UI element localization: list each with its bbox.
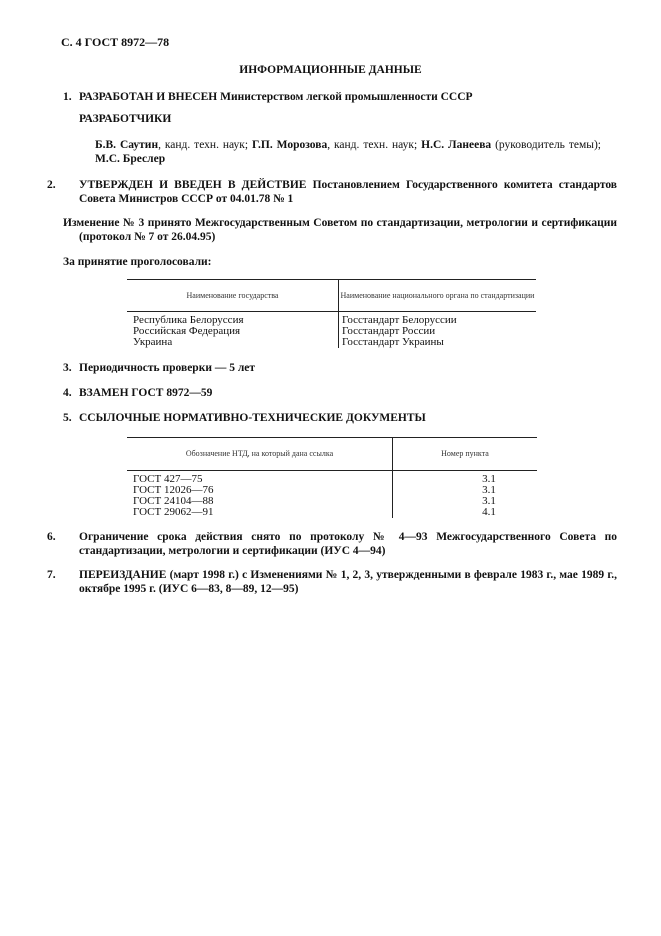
page-title: ИНФОРМАЦИОННЫЕ ДАННЫЕ <box>239 64 422 76</box>
state-cell: Российская Федерация <box>127 326 339 337</box>
item-6 <box>47 530 617 558</box>
table-row <box>127 507 537 518</box>
body-cell: Госстандарт Белоруссии <box>342 314 457 326</box>
references-table-header-clause: Номер пункта <box>393 438 538 471</box>
item-6-number: 6. <box>47 531 56 543</box>
item-3-number: 3. <box>63 362 72 374</box>
developer-name: М.С. Бреслер <box>95 153 166 165</box>
item-1-number: 1. <box>63 91 72 103</box>
doc-cell: ГОСТ 24104—88 <box>127 496 393 507</box>
item-2-text: Постановлением Государственного комитета стандартов Совета Министров СССР от 04.01.78 № 1 <box>79 179 617 205</box>
doc-cell: ГОСТ 29062—91 <box>127 507 393 518</box>
state-cell: Украина <box>127 337 339 348</box>
developer-role: (руководитель темы); <box>491 139 602 151</box>
clause-cell: 3.1 <box>482 473 496 485</box>
item-7-number: 7. <box>47 569 56 581</box>
item-5 <box>63 411 601 425</box>
table-row <box>127 471 537 486</box>
voted-label: За принятие проголосовали: <box>63 256 212 268</box>
body-cell: Госстандарт Украины <box>342 336 444 348</box>
states-table-header-state: Наименование государства <box>127 280 339 312</box>
item-4-number: 4. <box>63 387 72 399</box>
clause-cell: 3.1 <box>482 484 496 496</box>
amendment-note: Изменение № 3 принято Межгосударственным Советом по стандартизации, метрологии и сертификации (протокол № 7 от 26.04.95) <box>63 217 617 243</box>
item-1 <box>63 90 601 104</box>
item-2-heading: УТВЕРЖДЕН И ВВЕДЕН В ДЕЙСТВИЕ <box>79 179 307 191</box>
states-table-header-body: Наименование национального органа по стандартизации <box>339 280 537 312</box>
page-header: С. 4 ГОСТ 8972—78 <box>61 35 170 49</box>
developer-name: Н.С. Ланеева <box>421 139 492 151</box>
table-row <box>127 326 536 337</box>
item-1-text: Министерством легкой промышленности СССР <box>217 91 473 103</box>
states-table <box>127 279 536 348</box>
item-5-number: 5. <box>63 412 72 424</box>
developers-list <box>95 138 601 166</box>
item-2 <box>47 178 617 206</box>
references-table-header-doc: Обозначение НТД, на который дана ссылка <box>127 438 393 471</box>
item-4-text: ВЗАМЕН ГОСТ 8972—59 <box>79 387 213 399</box>
doc-cell: ГОСТ 12026—76 <box>127 485 393 496</box>
item-5-text: ССЫЛОЧНЫЕ НОРМАТИВНО-ТЕХНИЧЕСКИЕ ДОКУМЕНТЫ <box>79 412 426 424</box>
references-table <box>127 437 537 518</box>
clause-cell: 4.1 <box>482 506 496 518</box>
item-4 <box>63 386 601 400</box>
item-6-text: Ограничение срока действия снято по протоколу № 4—93 Межгосударственного Совета по стандартизации, метрологии и сертификации (ИУС 4—94) <box>79 531 617 557</box>
item-3 <box>63 361 601 375</box>
developer-name: Б.В. Саутин <box>95 139 159 151</box>
item-2-number: 2. <box>47 179 56 191</box>
developer-name: Г.П. Морозова <box>252 139 328 151</box>
body-cell: Госстандарт России <box>342 325 436 337</box>
item-7 <box>47 568 617 596</box>
developers-heading: РАЗРАБОТЧИКИ <box>79 113 172 125</box>
table-row <box>127 312 536 327</box>
item-1-heading: РАЗРАБОТАН И ВНЕСЕН <box>79 91 218 103</box>
doc-cell: ГОСТ 427—75 <box>127 471 393 486</box>
state-cell: Республика Белоруссия <box>127 312 339 327</box>
table-row <box>127 337 536 348</box>
clause-cell: 3.1 <box>482 495 496 507</box>
item-7-text: ПЕРЕИЗДАНИЕ (март 1998 г.) с Изменениями № 1, 2, 3, утвержденными в феврале 1983 г., мае 1989 г., октябре 1995 г. (ИУС 6—83, 8—89, 12—95) <box>79 569 617 595</box>
developer-role: , канд. техн. наук; <box>327 139 422 151</box>
item-3-text: Периодичность проверки — 5 лет <box>79 362 256 374</box>
developer-role: , канд. техн. наук; <box>158 139 252 151</box>
